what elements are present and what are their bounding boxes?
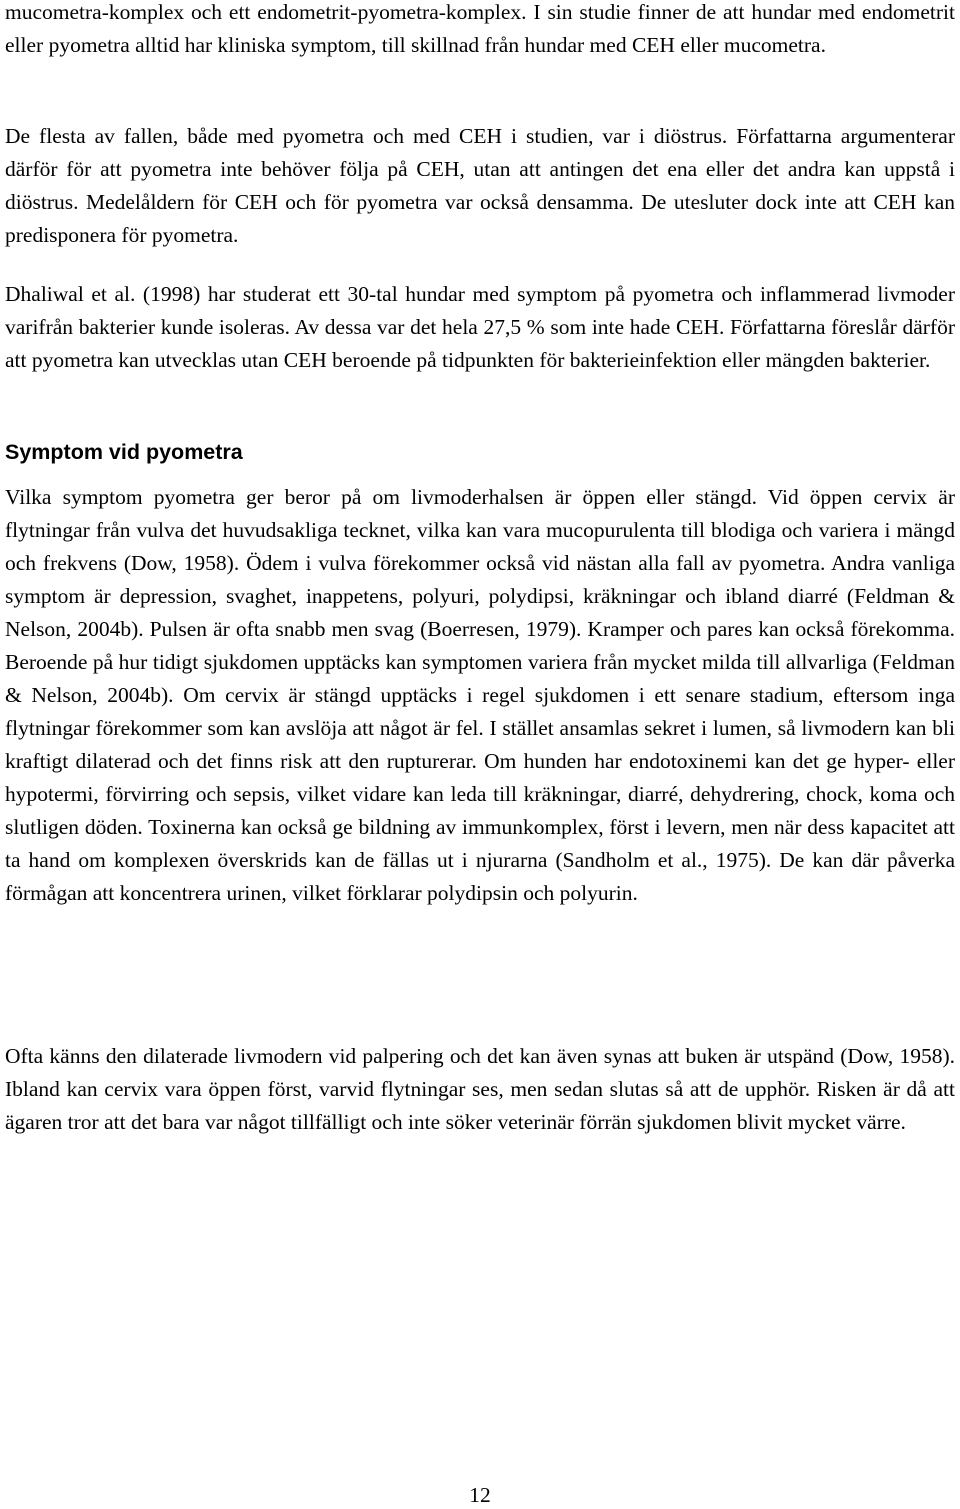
body-paragraph: De flesta av fallen, både med pyometra och med CEH i studien, var i diöstrus. Författarna argumenterar därför för att pyometra inte behöver följa på CEH, utan att antingen det ena eller det andra kan uppstå i diöstrus. Medelåldern för CEH och för pyometra var också densamma. De utesluter dock inte att CEH kan predisponera för pyometra. — [5, 124, 955, 247]
section-heading: Symptom vid pyometra — [5, 440, 243, 464]
section-paragraph: Vilka symptom pyometra ger beror på om livmoderhalsen är öppen eller stängd. Vid öppen cervix är flytningar från vulva det huvudsakliga tecknet, vilka kan vara mucopurulenta till blodiga och variera i mängd och frekvens (Dow, 1958). Ödem i vulva förekommer också vid nästan alla fall av pyometra. Andra vanliga symptom är depression, svaghet, inappetens, polyuri, polydipsi, kräkningar och ibland diarré (Feldman & Nelson, 2004b). Pulsen är ofta snabb men svag (Boerresen, 1979). Kramper och pares kan också förekomma. Beroende på hur tidigt sjukdomen upptäcks kan symptomen variera från mycket milda till allvarliga (Feldman & Nelson, 2004b). Om cervix är stängd upptäcks i regel sjukdomen i ett senare stadium, eftersom inga flytningar förekommer som kan avslöja att något är fel. I stället ansamlas sekret i lumen, så livmodern kan bli kraftigt dilaterad och det finns risk att den rupturerar. Om hunden har endotoxinemi kan det ge hyper- eller hypotermi, förvirring och sepsis, vilket vidare kan leda till kräkningar, diarré, dehydrering, chock, koma och slutligen döden. Toxinerna kan också ge bildning av immunkomplex, först i levern, men när dess kapacitet att ta hand om komplexen överskrids kan de fällas ut i njurarna (Sandholm et al., 1975). De kan där påverka förmågan att koncentrera urinen, vilket förklarar polydipsin och polyurin. — [5, 485, 955, 905]
body-paragraph: mucometra-komplex och ett endometrit-pyometra-komplex. I sin studie finner de att hundar med endometrit eller pyometra alltid har kliniska symptom, till skillnad från hundar med CEH eller mucometra. — [5, 0, 955, 57]
body-paragraph: Dhaliwal et al. (1998) har studerat ett 30-tal hundar med symptom på pyometra och inflammerad livmoder varifrån bakterier kunde isoleras. Av dessa var det hela 27,5 % som inte hade CEH. Författarna föreslår därför att pyometra kan utvecklas utan CEH beroende på tidpunkten för bakterieinfektion eller mängden bakterier. — [5, 282, 955, 372]
page-number: 12 — [469, 1483, 491, 1507]
section-paragraph: Ofta känns den dilaterade livmodern vid palpering och det kan även synas att buken är utspänd (Dow, 1958). Ibland kan cervix vara öppen först, varvid flytningar ses, men sedan slutas så att de upphör. Risken är då att ägaren tror att det bara var något tillfälligt och inte söker veterinär förrän sjukdomen blivit mycket värre. — [5, 1044, 955, 1134]
